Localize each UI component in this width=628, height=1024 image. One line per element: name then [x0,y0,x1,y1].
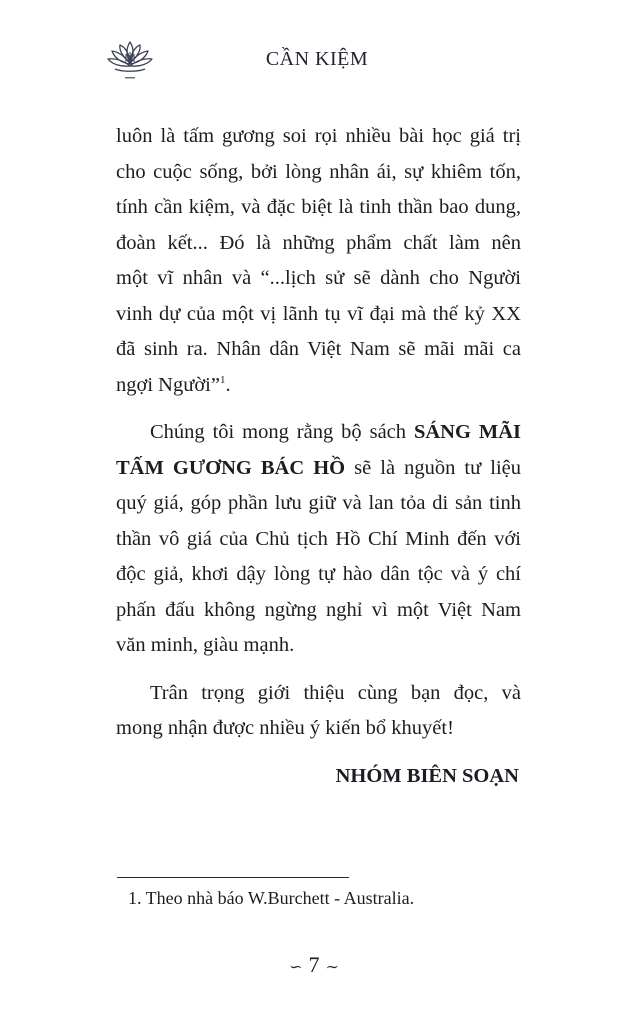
text-line [116,451,521,487]
text-line: mong nhận được nhiều ý kiến bổ khuyết! [116,717,454,739]
footnote: 1. Theo nhà báo W.Burchett - Australia. [128,888,415,908]
period: . [225,373,231,396]
text-line: quý giá, góp phần lưu giữ và lan tỏa di sản tinh [116,492,521,514]
text-line: độc giả, khơi dậy lòng tự hào dân tộc và ý chí [116,563,521,585]
paragraph-2 [116,415,521,664]
text-run: Chúng tôi mong rằng bộ sách [150,421,414,443]
text-run: sẽ là nguồn tư liệu [345,456,521,479]
text-line: phấn đấu không ngừng nghỉ vì một Việt Nam [116,598,521,621]
text-line: Trân trọng giới thiệu cùng bạn đọc, và [150,681,521,704]
page-header [0,36,628,86]
series-title-bold: SÁNG MÃI [413,421,521,443]
text-line: cho cuộc sống, bởi lòng nhân ái, sự khiêm tốn, [116,160,521,183]
text-line [116,368,521,404]
quote-end-text: ngợi Người” [116,373,220,396]
footnote-divider [117,877,349,878]
right-ornament-icon: ∼ [325,958,339,976]
left-ornament-icon: ∽ [289,958,303,976]
page-number: 7 [308,952,320,977]
text-line: vinh dự của một vị lãnh tụ vĩ đại mà thế kỷ XX [116,302,521,325]
paragraph-3 [116,676,521,747]
series-title-bold: TẤM GƯƠNG BÁC HỒ [116,456,346,479]
running-title: CẦN KIỆM [265,48,369,70]
page-footer [0,952,628,978]
text-line: văn minh, giàu mạnh. [116,634,295,656]
text-line: thần vô giá của Chủ tịch Hồ Chí Minh đến với [116,527,521,550]
text-line: một vĩ nhân và “...lịch sử sẽ dành cho Người [116,267,521,289]
text-line: đã sinh ra. Nhân dân Việt Nam sẽ mãi mãi ca [116,338,521,360]
paragraph-1 [116,119,521,403]
signature: NHÓM BIÊN SOẠN [335,764,519,787]
text-line: luôn là tấm gương soi rọi nhiều bài học giá trị [116,125,521,147]
footnote-reference[interactable]: 1 [219,373,226,386]
page-body [116,119,521,794]
text-line: đoàn kết... Đó là những phẩm chất làm nên [116,231,521,254]
text-line [116,415,521,451]
text-line: tính cần kiệm, và đặc biệt là tinh thần bao dung, [116,196,521,218]
